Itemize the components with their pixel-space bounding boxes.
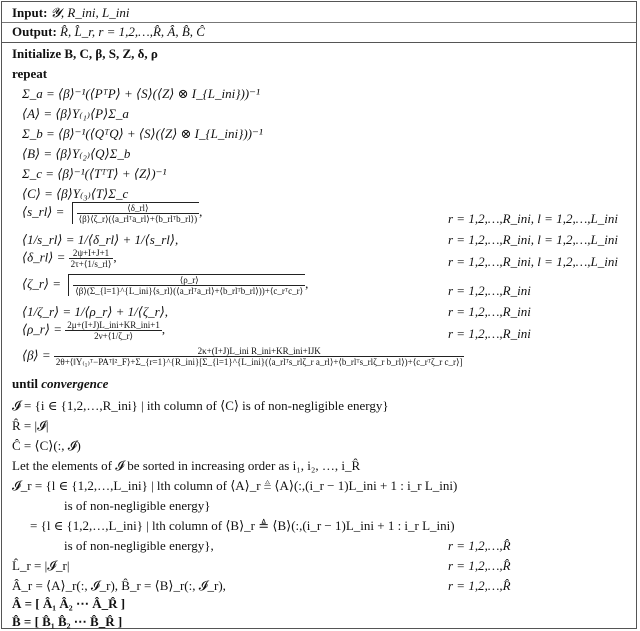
post-line: R̂ = |𝓘| xyxy=(12,418,49,433)
post-line: is of non-negligible energy}, xyxy=(64,538,214,553)
update-sigma-c: Σ_c = ⟨β⟩⁻¹(⟨TᵀT⟩ + ⟨Z⟩)⁻¹ xyxy=(22,166,167,181)
update-sigma-b: Σ_b = ⟨β⟩⁻¹(⟨QᵀQ⟩ + ⟨S⟩(⟨Z⟩ ⊗ I_{L_ini}))⁻¹ xyxy=(22,126,263,141)
update-sigma-a: Σ_a = ⟨β⟩⁻¹(⟨PᵀP⟩ + ⟨S⟩(⟨Z⟩ ⊗ I_{L_ini}))⁻¹ xyxy=(22,86,260,101)
output-label: Output: xyxy=(12,24,57,39)
initialize-line xyxy=(12,46,158,62)
update-rho-r: ⟨ρ_r⟩ = $\frac{\text{2μ+(I+J)L\_ini+KR\_ini+1}}{2\nu+⟨1/\zeta\_r⟩}$ , xyxy=(22,320,166,341)
condition: r = 1,2,…,R_ini, l = 1,2,…,L_ini xyxy=(448,211,618,226)
post-line: Â = [ Â₁ Â₂ ⋯ Â_R̂ ] xyxy=(12,596,126,611)
condition: r = 1,2,…,R̂ xyxy=(448,538,511,553)
input-value: 𝓨, R_ini, L_ini xyxy=(50,5,130,20)
divider xyxy=(2,22,636,23)
initialize-label: Initialize xyxy=(12,46,62,61)
post-line: Â_r = ⟨A⟩_r(:, 𝓘_r), B̂_r = ⟨B⟩_r(:, 𝓘_r), xyxy=(12,578,226,593)
update-inv-s-rl: ⟨1/s_rl⟩ = 1/⟨δ_rl⟩ + 1/⟨s_rl⟩, xyxy=(22,232,179,247)
input-line xyxy=(12,5,129,21)
condition: r = 1,2,…,R_ini, l = 1,2,…,L_ini xyxy=(448,232,618,247)
until-line: until convergence xyxy=(12,376,109,391)
update-beta: ⟨β⟩ = 2κ+(I+J)L_ini R_ini+KR_ini+IJK 2θ+⟨‖Y₍₁₎ᵀ−PAᵀ‖²_F⟩+Σ_{r=1}^{R_ini}[Σ_{l=1}^{L_ini}(⟨a_rlᵀs_rlζ_r a_rl⟩+⟨b_rlᵀs_rlζ_r b_rl⟩)+⟨c_rᵀζ_r c_r⟩] xyxy=(22,346,463,367)
post-line: Ĉ = ⟨C⟩(:, 𝓘) xyxy=(12,438,81,453)
condition: r = 1,2,…,R_ini xyxy=(448,304,531,319)
post-line: 𝓘_r = {l ∈ {1,2,…,L_ini} | lth column of ⟨A⟩_r ≜ ⟨A⟩(:,(i_r − 1)L_ini + 1 : i_r L_ini) xyxy=(12,478,458,493)
input-label: Input: xyxy=(12,5,48,20)
condition: r = 1,2,…,R_ini xyxy=(448,326,531,341)
post-line: L̂_r = |𝓘_r| xyxy=(12,558,70,573)
condition: r = 1,2,…,R_ini xyxy=(448,283,531,298)
update-s-rl: ⟨s_rl⟩ = $\frac{⟨\delta\_rl⟩}{\text{⟨β⟩⟨ζ\_r⟩(⟨a\_rlᵀa\_rl⟩+⟨b\_rlᵀb\_rl⟩)}}$ , xyxy=(22,203,203,224)
post-line: 𝓘 = {i ∈ {1,2,…,R_ini} | ith column of ⟨C⟩ is of non-negligible energy} xyxy=(12,398,389,413)
output-value: R̂, L̂_r, r = 1,2,…,R̂, Â, B̂, Ĉ xyxy=(60,24,205,39)
update-zeta-r: ⟨ζ_r⟩ = ⟨ρ_r⟩ ⟨β⟩(Σ_{l=1}^{L_ini}⟨s_rl⟩(⟨a_rlᵀa_rl⟩+⟨b_rlᵀb_rl⟩))+⟨c_rᵀc_r⟩ , xyxy=(22,275,309,296)
post-line: = {l ∈ {1,2,…,L_ini} | lth column of ⟨B⟩_r ≜ ⟨B⟩(:,(i_r − 1)L_ini + 1 : i_r L_ini) xyxy=(30,518,455,533)
post-line: Let the elements of 𝓘 be sorted in increasing order as i₁, i₂, …, i_R̂ xyxy=(12,458,361,473)
update-A: ⟨A⟩ = ⟨β⟩Y₍₁₎⟨P⟩Σ_a xyxy=(22,106,129,121)
update-B: ⟨B⟩ = ⟨β⟩Y₍₂₎⟨Q⟩Σ_b xyxy=(22,146,131,161)
divider xyxy=(2,42,636,43)
condition: r = 1,2,…,R̂ xyxy=(448,578,511,593)
update-inv-zeta-r: ⟨1/ζ_r⟩ = 1/⟨ρ_r⟩ + 1/⟨ζ_r⟩, xyxy=(22,304,169,319)
output-line xyxy=(12,24,205,40)
repeat-label: repeat xyxy=(12,66,48,81)
update-delta-rl: ⟨δ_rl⟩ = $\frac{2\psi+I+J+1}{2\tau+⟨1/s\_rl⟩}$ , xyxy=(22,248,117,269)
condition: r = 1,2,…,R̂ xyxy=(448,558,511,573)
update-C: ⟨C⟩ = ⟨β⟩Y₍₃₎⟨T⟩Σ_c xyxy=(22,186,129,201)
condition: r = 1,2,…,R_ini, l = 1,2,…,L_ini xyxy=(448,254,618,269)
algorithm-box xyxy=(1,1,637,629)
post-line: B̂ = [ B̂₁ B̂₂ ⋯ B̂_R̂ ] xyxy=(12,614,123,629)
post-line: is of non-negligible energy} xyxy=(64,498,211,513)
initialize-value: B, C, β, S, Z, δ, ρ xyxy=(64,46,158,61)
